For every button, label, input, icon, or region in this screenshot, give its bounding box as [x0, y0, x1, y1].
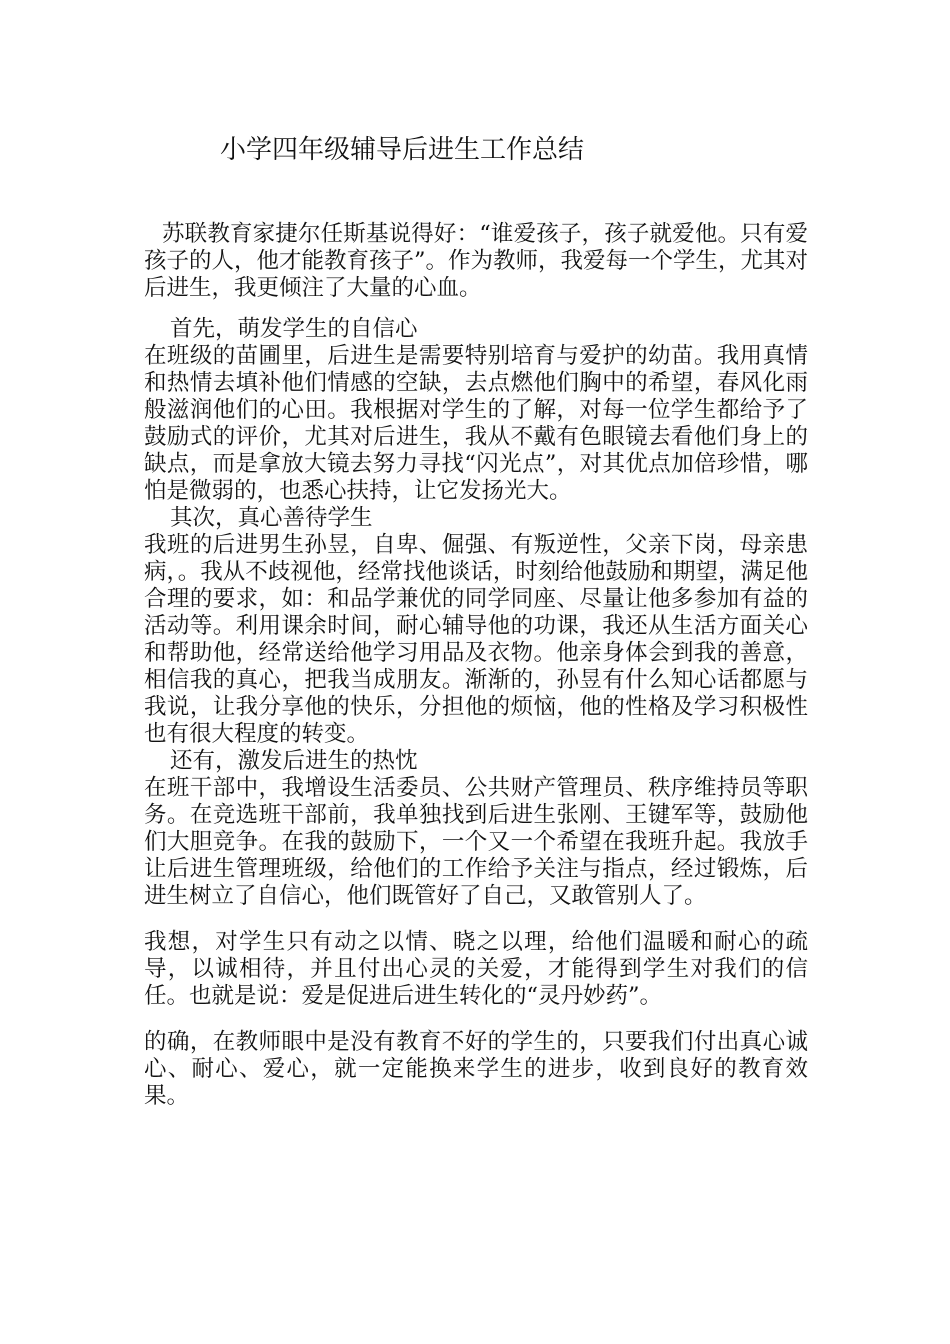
section-body-1: 在班级的苗圃里，后进生是需要特别培育与爱护的幼苗。我用真情和热情去填补他们情感的空缺，去点燃他们胸中的希望，春风化雨般滋润他们的心田。我根据对学生的了解，对每一位学生都给予了鼓励式的评价，尤其对后进生，我从不戴有色眼镜去看他们身上的缺点，而是拿放大镜去努力寻找“闪光点”，对其优点加倍珍惜，哪怕是微弱的，也悉心扶持，让它发扬光大。 [144, 343, 808, 504]
document-body [144, 221, 808, 1110]
section-body-2: 我班的后进男生孙昱，自卑、倔强、有叛逆性，父亲下岗，母亲患病，。我从不歧视他，经常找他谈话，时刻给他鼓励和期望，满足他合理的要求，如：和品学兼优的同学同座、尽量让他多参加有益的活动等。利用课余时间，耐心辅导他的功课，我还从生活方面关心和帮助他，经常送给他学习用品及衣物。他亲身体会到我的善意，相信我的真心，把我当成朋友。渐渐的，孙昱有什么知心话都愿与我说，让我分享他的快乐，分担他的烦恼，他的性格及学习积极性也有很大程度的转变。 [144, 532, 808, 747]
section-heading-3: 还有，激发后进生的热忱 [170, 748, 418, 774]
closing-paragraph-2: 的确，在教师眼中是没有教育不好的学生的，只要我们付出真心诚心、耐心、爱心，就一定能换来学生的进步，收到良好的教育效果。 [144, 1029, 808, 1109]
section-heading-2: 其次，真心善待学生 [170, 505, 373, 531]
closing-paragraph-1: 我想，对学生只有动之以情、晓之以理，给他们温暖和耐心的疏导，以诚相待，并且付出心灵的关爱，才能得到学生对我们的信任。也就是说：爱是促进后进生转化的“灵丹妙药”。 [144, 929, 808, 1009]
section-heading-1: 首先，萌发学生的自信心 [170, 316, 418, 342]
document-title: 小学四年级辅导后进生工作总结 [220, 135, 585, 165]
intro-paragraph: 苏联教育家捷尔任斯基说得好：“谁爱孩子，孩子就爱他。只有爱孩子的人，他才能教育孩子”。作为教师，我爱每一个学生，尤其对后进生，我更倾注了大量的心血。 [144, 221, 809, 301]
section-body-3: 在班干部中，我增设生活委员、公共财产管理员、秩序维持员等职务。在竞选班干部前，我单独找到后进生张刚、王键军等，鼓励他们大胆竞争。在我的鼓励下，一个又一个希望在我班升起。我放手让后进生管理班级，给他们的工作给予关注与指点，经过锻炼，后进生树立了自信心，他们既管好了自己，又敢管别人了。 [144, 775, 808, 909]
